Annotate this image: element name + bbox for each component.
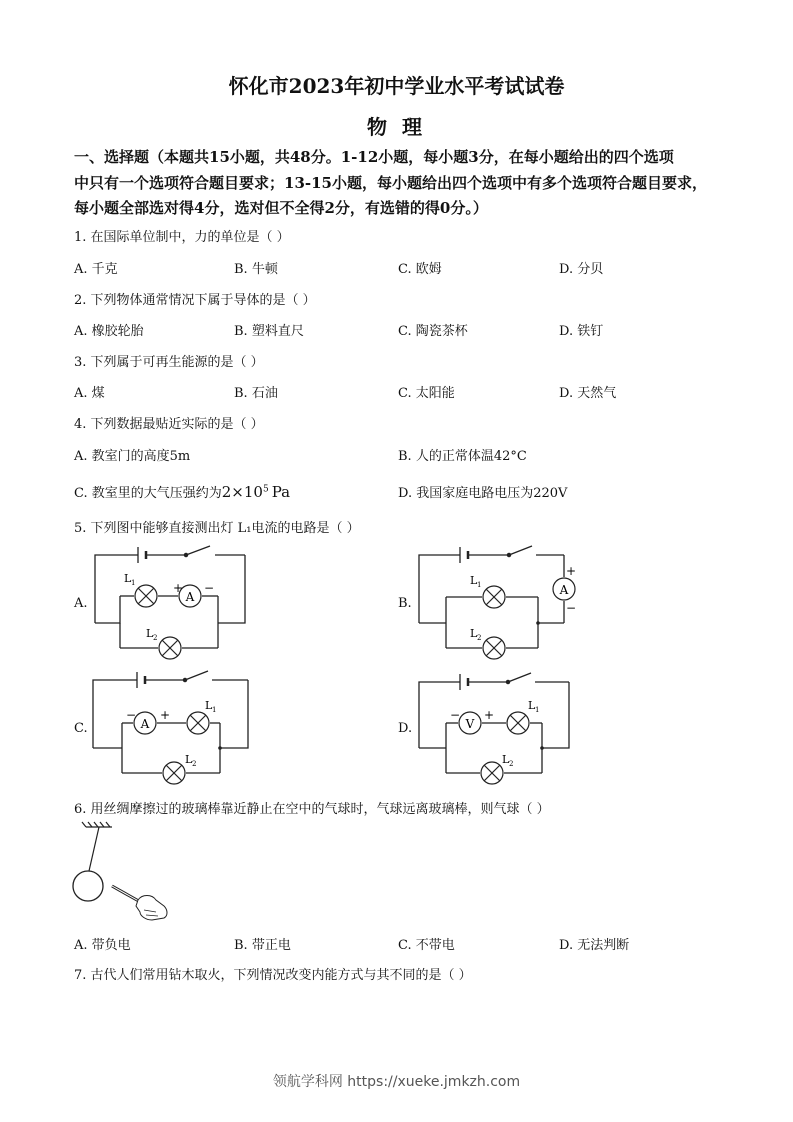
- section-instructions-line2: 中只有一个选项符合题目要求；13-15小题，每小题给出四个选项中有多个选项符合题目要求，: [74, 174, 707, 192]
- lamp-l2-sub: 2: [192, 760, 197, 768]
- q4-option-c: [74, 482, 290, 501]
- circuit-c-diagram: [90, 664, 260, 789]
- q3-option-a: A. 煤: [74, 386, 105, 401]
- question-5-stem: 5. 下列图中能够直接测出灯 L₁电流的电路是（ ）: [74, 521, 360, 536]
- q4-option-c-formula: 2×10: [221, 483, 263, 501]
- lamp-l1-sub: 1: [131, 579, 136, 587]
- ammeter-plus: +: [160, 708, 171, 722]
- voltmeter-plus: +: [484, 708, 495, 722]
- ammeter-plus: +: [173, 581, 184, 595]
- q4-option-a: A. 教室门的高度5m: [74, 449, 191, 464]
- lamp-l2-sub: 2: [477, 634, 482, 642]
- q2-option-c: C. 陶瓷茶杯: [398, 324, 468, 339]
- ammeter-label: A: [559, 583, 569, 597]
- q3-option-b: B. 石油: [234, 386, 278, 401]
- q1-option-d: D. 分贝: [559, 262, 604, 277]
- lamp-l1-sub: 1: [212, 706, 217, 714]
- q2-option-b: B. 塑料直尺: [234, 324, 304, 339]
- lamp-l2-label: L: [185, 753, 193, 766]
- q2-option-d: D. 铁钉: [559, 324, 604, 339]
- q2-option-a: A. 橡胶轮胎: [74, 324, 144, 339]
- ammeter-icon: [134, 712, 156, 734]
- subject-title: 物 理: [367, 115, 426, 139]
- lamp-l1-label: L: [205, 699, 213, 712]
- voltmeter-label: V: [465, 717, 475, 731]
- circuit-b-diagram: [414, 540, 584, 665]
- q4-option-b: B. 人的正常体温42°C: [398, 449, 527, 464]
- question-4-stem: 4. 下列数据最贴近实际的是（ ）: [74, 417, 264, 432]
- lamp-icon: [483, 586, 505, 659]
- q5-option-b-label: B.: [398, 596, 412, 611]
- section-instructions-line3: 每小题全部选对得4分，选对但不全得2分，有选错的得0分。）: [74, 199, 488, 217]
- q4-option-c-text: C. 教室里的大气压强约为: [74, 486, 222, 501]
- balloon-icon: [73, 871, 103, 901]
- q5-option-d-label: D.: [398, 721, 413, 736]
- circuit-a-diagram: [90, 540, 260, 665]
- ammeter-icon: [553, 578, 575, 600]
- question-1-stem: 1. 在国际单位制中，力的单位是（ ）: [74, 230, 290, 245]
- q6-option-c: C. 不带电: [398, 938, 455, 953]
- circuit-d-diagram: [414, 664, 584, 789]
- footer-watermark: 领航学科网 https://xueke.jmkzh.com: [272, 1074, 521, 1090]
- q4-option-c-exponent: 5: [262, 484, 269, 495]
- ammeter-plus: +: [566, 564, 577, 578]
- question-6-stem: 6. 用丝绸摩擦过的玻璃棒靠近静止在空中的气球时，气球远离玻璃棒，则气球（ ）: [74, 802, 550, 817]
- q4-option-c-unit: Pa: [271, 483, 291, 501]
- lamp-l2-label: L: [146, 627, 154, 640]
- voltmeter-minus: −: [450, 708, 461, 722]
- ammeter-label: A: [185, 590, 195, 604]
- ammeter-minus: −: [204, 581, 215, 595]
- ammeter-minus: −: [566, 601, 577, 615]
- lamp-l2-sub: 2: [509, 760, 514, 768]
- q1-option-c: C. 欧姆: [398, 262, 442, 277]
- q6-option-a: A. 带负电: [74, 938, 131, 953]
- question-2-stem: 2. 下列物体通常情况下属于导体的是（ ）: [74, 293, 316, 308]
- q3-option-c: C. 太阳能: [398, 386, 455, 401]
- q5-option-c-label: C.: [74, 721, 88, 736]
- question-7-stem: 7. 古代人们常用钻木取火，下列情况改变内能方式与其不同的是（ ）: [74, 968, 472, 983]
- voltmeter-icon: [459, 712, 481, 734]
- q6-option-d: D. 无法判断: [559, 938, 630, 953]
- lamp-l2-sub: 2: [153, 634, 158, 642]
- lamp-l1-sub: 1: [477, 581, 482, 589]
- q4-option-d: D. 我国家庭电路电压为220V: [398, 486, 568, 501]
- q3-option-d: D. 天然气: [559, 386, 617, 401]
- ammeter-minus: −: [126, 708, 137, 722]
- section-instructions-line1: 一、选择题（本题共15小题，共48分。1-12小题，每小题3分，在每小题给出的四个选项: [74, 148, 674, 166]
- lamp-l2-label: L: [470, 627, 478, 640]
- page-title: 怀化市2023年初中学业水平考试试卷: [228, 74, 565, 98]
- question-3-stem: 3. 下列属于可再生能源的是（ ）: [74, 355, 264, 370]
- hand-icon: [136, 896, 167, 921]
- q6-option-b: B. 带正电: [234, 938, 291, 953]
- q5-option-a-label: A.: [74, 596, 88, 611]
- q1-option-a: A. 千克: [74, 262, 118, 277]
- lamp-l1-label: L: [470, 574, 478, 587]
- lamp-l2-label: L: [502, 753, 510, 766]
- q1-option-b: B. 牛顿: [234, 262, 278, 277]
- balloon-glass-rod-figure: [68, 820, 178, 930]
- lamp-l1-label: L: [528, 699, 536, 712]
- lamp-l1-label: L: [124, 572, 132, 585]
- lamp-l1-sub: 1: [535, 706, 540, 714]
- ammeter-label: A: [140, 717, 150, 731]
